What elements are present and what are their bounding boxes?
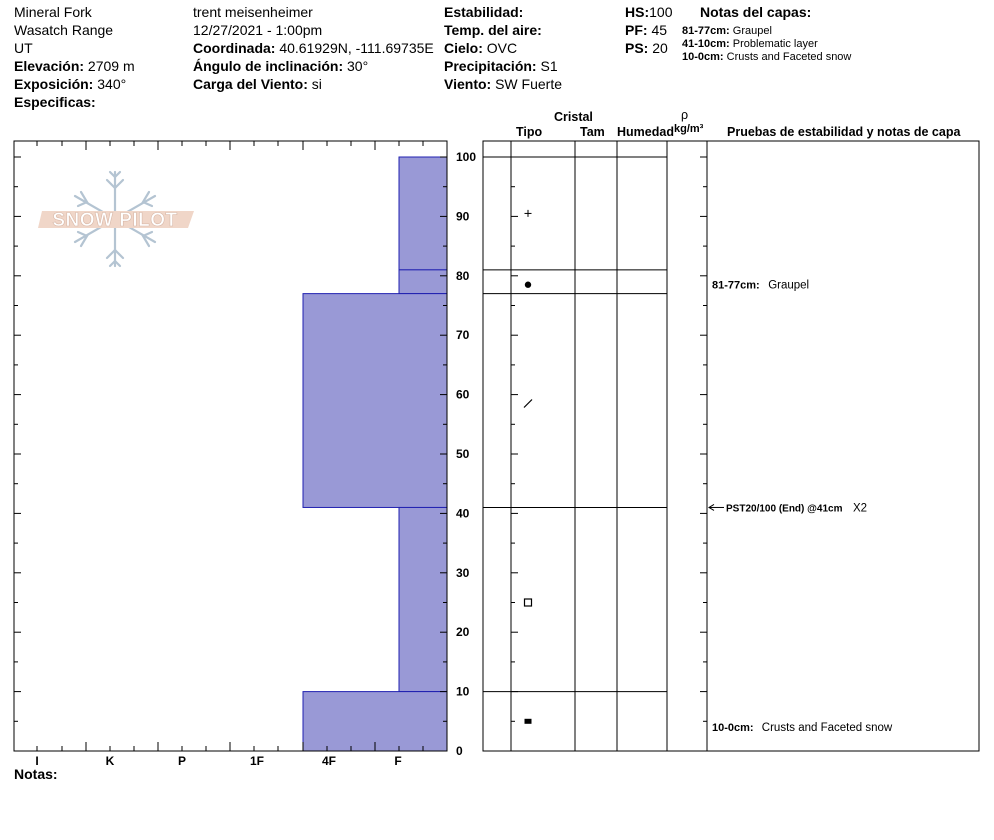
layer-note-text: Problematic layer xyxy=(732,38,818,50)
y-tick-label: 100 xyxy=(456,150,477,164)
ps-value: 20 xyxy=(652,40,668,56)
rho-header: ρ xyxy=(681,108,689,122)
hardness-label: 4F xyxy=(321,754,337,768)
y-tick-label: 70 xyxy=(456,328,470,343)
side-note-range: 10-0cm: xyxy=(712,722,754,735)
hardness-label: K xyxy=(105,754,115,768)
sky-value: OVC xyxy=(486,40,518,56)
y-tick-label: 10 xyxy=(456,684,470,699)
stability-test-text: PST20/100 (End) @41cm xyxy=(726,503,843,515)
wind-value: SW Fuerte xyxy=(495,76,562,92)
side-note-text: Graupel xyxy=(768,279,810,292)
hardness-bar xyxy=(303,294,447,508)
y-tick-label: 0 xyxy=(456,744,463,758)
layer-note-text: Crusts and Faceted snow xyxy=(726,51,852,63)
y-tick-label: 20 xyxy=(456,625,470,640)
location: Mineral Fork xyxy=(14,4,92,20)
layer-note-text: Graupel xyxy=(732,25,772,37)
pf-value: 45 xyxy=(651,22,668,38)
tipo-header: Tipo xyxy=(516,125,543,139)
hs-value: 100 xyxy=(649,4,673,20)
side-note-range: 81-77cm: xyxy=(712,279,760,292)
hs-label: HS: xyxy=(625,4,650,20)
coord-label: Coordinada: xyxy=(193,40,276,56)
ps-label: PS: xyxy=(625,40,649,56)
y-tick-label: 40 xyxy=(456,506,470,521)
specifics-label: Especificas: xyxy=(14,94,96,110)
hardness-label: F xyxy=(394,754,402,768)
coord-value: 40.61929N, -111.69735E xyxy=(279,40,434,56)
hardness-bar xyxy=(399,270,447,294)
observer: trent meisenheimer xyxy=(193,4,313,20)
slope-label: Ángulo de inclinación: xyxy=(193,58,344,74)
tam-header: Tam xyxy=(580,125,605,139)
elevation-label: Elevación: xyxy=(14,58,85,74)
windload-value: si xyxy=(311,76,322,92)
grain-symbol-faceted xyxy=(525,599,532,606)
precip-value: S1 xyxy=(540,58,558,74)
density-unit-header: kg/m³ xyxy=(674,123,704,135)
y-tick-label: 60 xyxy=(456,387,470,402)
layer-notes-title: Notas del capas: xyxy=(700,4,812,20)
y-tick-label: 90 xyxy=(456,209,470,224)
stability-test-multiplier: X2 xyxy=(853,502,868,515)
state: UT xyxy=(14,40,33,56)
aspect-value: 340° xyxy=(97,76,127,92)
notes-label: Notas: xyxy=(14,766,58,782)
aspect-label: Exposición: xyxy=(14,76,94,92)
tests-header: Pruebas de estabilidad y notas de capa xyxy=(727,125,961,139)
pf-label: PF: xyxy=(625,22,648,38)
precip-label: Precipitación: xyxy=(444,58,537,74)
range: Wasatch Range xyxy=(14,22,114,38)
hardness-label: 1F xyxy=(249,754,265,768)
side-note-text: Crusts and Faceted snow xyxy=(761,722,893,735)
wind-label: Viento: xyxy=(444,76,492,92)
stability-label: Estabilidad: xyxy=(444,4,524,20)
hardness-label: P xyxy=(177,754,187,768)
layer-note-range: 81-77cm: xyxy=(682,25,730,37)
humedad-header: Humedad xyxy=(617,125,674,139)
cristal-header: Cristal xyxy=(554,110,593,124)
elevation-value: 2709 m xyxy=(87,58,135,74)
grain-symbol-rounded xyxy=(525,282,531,288)
layer-note-range: 41-10cm: xyxy=(682,38,730,50)
windload-label: Carga del Viento: xyxy=(193,76,308,92)
layer-note-range: 10-0cm: xyxy=(682,51,724,63)
y-tick-label: 30 xyxy=(456,565,470,580)
slope-value: 30° xyxy=(347,58,369,74)
airtemp-label: Temp. del aire: xyxy=(444,22,542,38)
sky-label: Cielo: xyxy=(444,40,483,56)
datetime: 12/27/2021 - 1:00pm xyxy=(193,22,323,38)
grain-table-frame xyxy=(483,141,979,751)
hardness-label: I xyxy=(35,754,39,768)
grain-symbol-decomposed xyxy=(524,400,532,408)
y-tick-label: 50 xyxy=(456,447,470,461)
grain-symbol-crust xyxy=(525,719,532,724)
y-tick-label: 80 xyxy=(456,268,470,283)
hardness-bar xyxy=(399,157,447,270)
logo-text: SNOW PILOT xyxy=(52,210,178,231)
hardness-bar xyxy=(399,507,447,691)
